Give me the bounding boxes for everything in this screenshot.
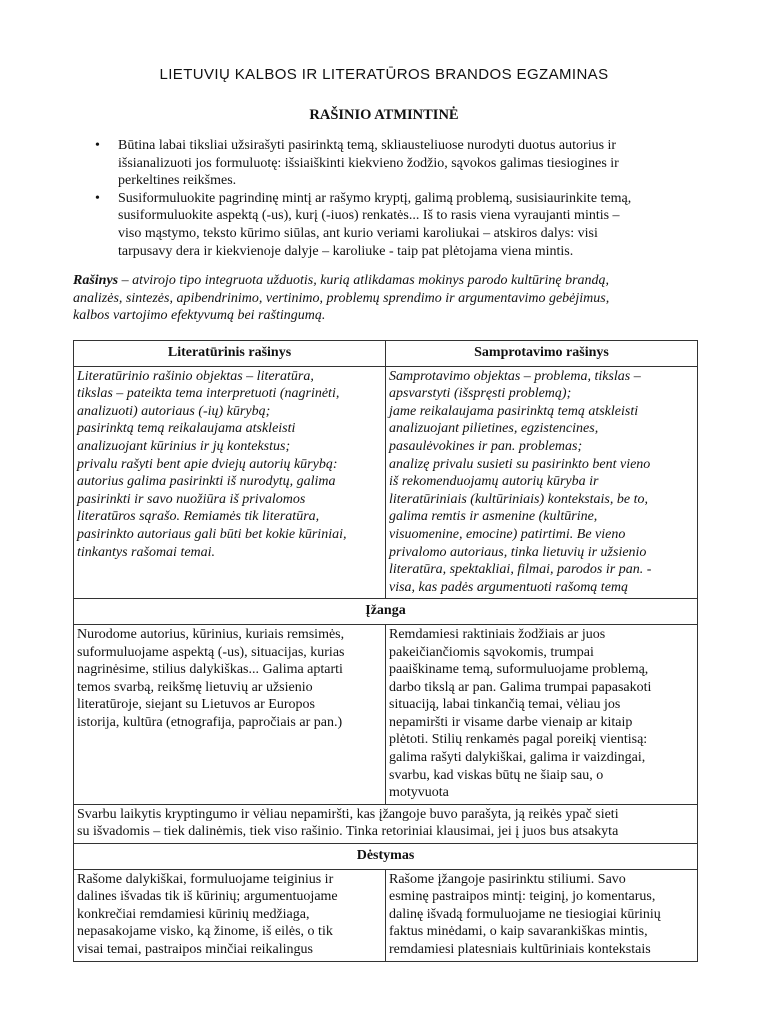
text-line: Būtina labai tiksliai užsirašyti pasirinktą temą, skliausteliuose nurodyti duotus autorius ir (118, 138, 617, 153)
argumentative-essay-description (386, 366, 698, 599)
text-line: analizę privalu susieti su pasirinkto bent vieno (389, 456, 651, 472)
text-line: viso mąstymo, teksto kūrimo siūlas, ant kurio veriami karoliukai – atskiros dalys: visi (118, 225, 598, 241)
text-line: autorius galima pasirinkti iš nurodytų, galima (77, 474, 336, 490)
text-line: literatūra, spektakliai, filmai, parodos ir pan. - (389, 562, 652, 578)
text-line: su išvadomis – tiek dalinėmis, tiek viso rašinio. Tinka retoriniai klausimai, jei į juos bus atsakyta (77, 824, 619, 840)
definition-term: Rašinys (73, 273, 119, 288)
text-line: esminę pastraipos mintį: teiginį, jo komentarus, (389, 889, 656, 905)
text-line: privalomo autoriaus, tinka lietuvių ir užsienio (389, 544, 647, 560)
text-line: privalu rašyti bent apie dviejų autorių kūrybą: (77, 456, 338, 472)
text-line: tikslas – pateikta tema interpretuoti (nagrinėti, (77, 386, 340, 402)
text-line: pasirinkti ir savo nuožiūra iš privalomos (77, 491, 306, 507)
literary-introduction (74, 624, 386, 804)
table-row (74, 869, 698, 961)
text-line: susiformuluokite aspektą (-us), kurį (-iuos) renkatės... Iš to rasis viena vyraujanti mintis – (118, 208, 620, 224)
text-line: nepamiršti ir visame darbe vienaip ar kitaip (389, 714, 633, 730)
table-row (74, 624, 698, 804)
text-line: pakeičiančiomis sąvokomis, trumpai (389, 644, 594, 660)
text-line: Nurodome autorius, kūrinius, kuriais remsimės, (77, 626, 345, 642)
text-line: situaciją, labai tinkančią temai, vėliau jos (389, 697, 621, 713)
text-line (73, 272, 703, 290)
document-title: RAŠINIO ATMINTINĖ (309, 107, 459, 123)
text-line: visuomenine, emocine) patirtimi. Be vieno (389, 526, 626, 542)
section-header-body: Dėstymas (74, 844, 698, 870)
text-line: remdamiesi platesniais kultūriniais kontekstais (389, 942, 651, 957)
text-line: literatūriniais (kultūriniais) kontekstais, be to, (389, 491, 648, 507)
text-line: nagrinėsime, stilius dalykiškas... Galima aptarti (77, 662, 343, 678)
text-line: Susiformuluokite pagrindinę mintį ar rašymo kryptį, galimą problemą, susisiaurinkite temą, (118, 190, 632, 206)
text-line: paaiškiname temą, suformuluojame problemą, (389, 662, 649, 678)
text-line: konkrečiai remdamiesi kūrinių medžiaga, (77, 906, 310, 922)
argumentative-body (386, 869, 698, 961)
text-line: suformuluojame aspektą (-us), situacijas, kurias (77, 644, 345, 660)
introduction-note (74, 804, 698, 843)
text-line: analizuojant pilietines, egzistencines, (389, 421, 599, 437)
section-header-row (74, 599, 698, 625)
text-line: plėtoti. Stilių renkamės pagal poreikį vientisą: (389, 732, 648, 748)
list-item (91, 190, 691, 260)
text-line: Svarbu laikytis kryptingumo ir vėliau nepamiršti, kas įžangoje buvo parašyta, ją reikės ypač sieti (77, 806, 619, 822)
text-line: darbo tikslą ar pan. Galima trumpai papasakoti (389, 679, 652, 695)
list-item (91, 137, 691, 190)
text-line: dalines išvadas tik iš kūrinių; argumentuojame (77, 889, 338, 905)
text-line: analizuojant kūrinius ir jų kontekstus; (77, 438, 291, 454)
text-line: pasirinktą temą reikalaujama atskleisti (77, 421, 296, 437)
table-row (74, 366, 698, 599)
text-line: literatūroje, siejant su Lietuvos ar Europos (77, 697, 315, 713)
table-row (74, 804, 698, 843)
text-line: Literatūrinio rašinio objektas – literatūra, (77, 368, 314, 384)
text-line: dalinę išvadą formuluojame ne tiesiogiai kūrinių (389, 906, 661, 922)
text-line: visa, kas padės argumentuoti rašomą temą (389, 579, 629, 595)
bullet-icon: • (95, 190, 100, 206)
bullet-icon: • (95, 138, 100, 153)
text-line: pasirinkto autoriaus gali būti bet kokie kūriniai, (77, 526, 347, 542)
definition-text: – atvirojo tipo integruota užduotis, kurią atlikdamas mokinys parodo kultūrinę brandą, (118, 273, 610, 288)
column-header-literary: Literatūrinis rašinys (74, 341, 386, 367)
text-line: temos svarbą, reikšmę lietuvių ar užsienio (77, 679, 313, 695)
text-line: perkeltines reikšmes. (118, 173, 237, 189)
text-line: motyvuota (389, 785, 449, 801)
essay-definition (73, 272, 703, 325)
text-line: Rašome įžangoje pasirinktu stiliumi. Savo (389, 871, 626, 887)
text-line: visai temai, pastraipos minčiai reikalingus (77, 942, 313, 957)
text-line: analizuoti) autoriaus (-ių) kūrybą; (77, 403, 271, 419)
text-line: galima remtis ir asmenine (kultūrine, (389, 509, 598, 525)
text-line: tinkantys rašomai temai. (77, 544, 216, 560)
literary-essay-description (74, 366, 386, 599)
text-line: pasaulėvokines ir pan. problemas; (389, 438, 583, 454)
text-line: Samprotavimo objektas – problema, tikslas – (389, 368, 641, 384)
column-header-argumentative: Samprotavimo rašinys (386, 341, 698, 367)
text-line: Remdamiesi raktiniais žodžiais ar juos (389, 626, 606, 642)
text-line: Rašome dalykiškai, formuluojame teiginius ir (77, 871, 334, 887)
text-line: apsvarstyti (išspręsti problemą); (389, 386, 572, 402)
text-line: nepasakojame visko, ką žinome, iš eilės, o tik (77, 924, 333, 940)
essay-comparison-table (73, 340, 698, 962)
text-line: literatūros sąrašo. Remiamės tik literatūra, (77, 509, 320, 525)
text-line: galima rašyti dalykiškai, galima ir vaizdingai, (389, 750, 646, 766)
text-line: faktus minėdami, o kaip savarankiškas mintis, (389, 924, 648, 940)
exam-title: LIETUVIŲ KALBOS IR LITERATŪROS BRANDOS EGZAMINAS (159, 66, 609, 83)
text-line: jame reikalaujama pasirinktą temą atskleisti (389, 403, 639, 419)
text-line: svarbu, kad viskas būtų ne šiaip sau, o (389, 767, 604, 783)
instructions-list (91, 137, 691, 260)
text-line: iš rekomenduojamų autorių kūryba ir (389, 474, 599, 490)
text-line: tarpusavy dera ir kiekvienoje dalyje – karoliuke - taip pat plėtojama viena mintis. (118, 243, 574, 259)
argumentative-introduction (386, 624, 698, 804)
section-header-introduction: Įžanga (74, 599, 698, 625)
literary-body (74, 869, 386, 961)
text-line: kalbos vartojimo efektyvumą bei raštingumą. (73, 308, 326, 324)
section-header-row (74, 844, 698, 870)
text-line: išsianalizuoti jos formuluotę: išsiaiškinti kiekvieno žodžio, sąvokos galimas tiesiogines ir (118, 155, 619, 171)
text-line: analizės, sintezės, apibendrinimo, vertinimo, problemų sprendimo ir argumentavimo gebėjimus, (73, 290, 610, 306)
text-line: istorija, kultūra (etnografija, papročiais ar pan.) (77, 714, 343, 730)
table-header-row (74, 341, 698, 367)
